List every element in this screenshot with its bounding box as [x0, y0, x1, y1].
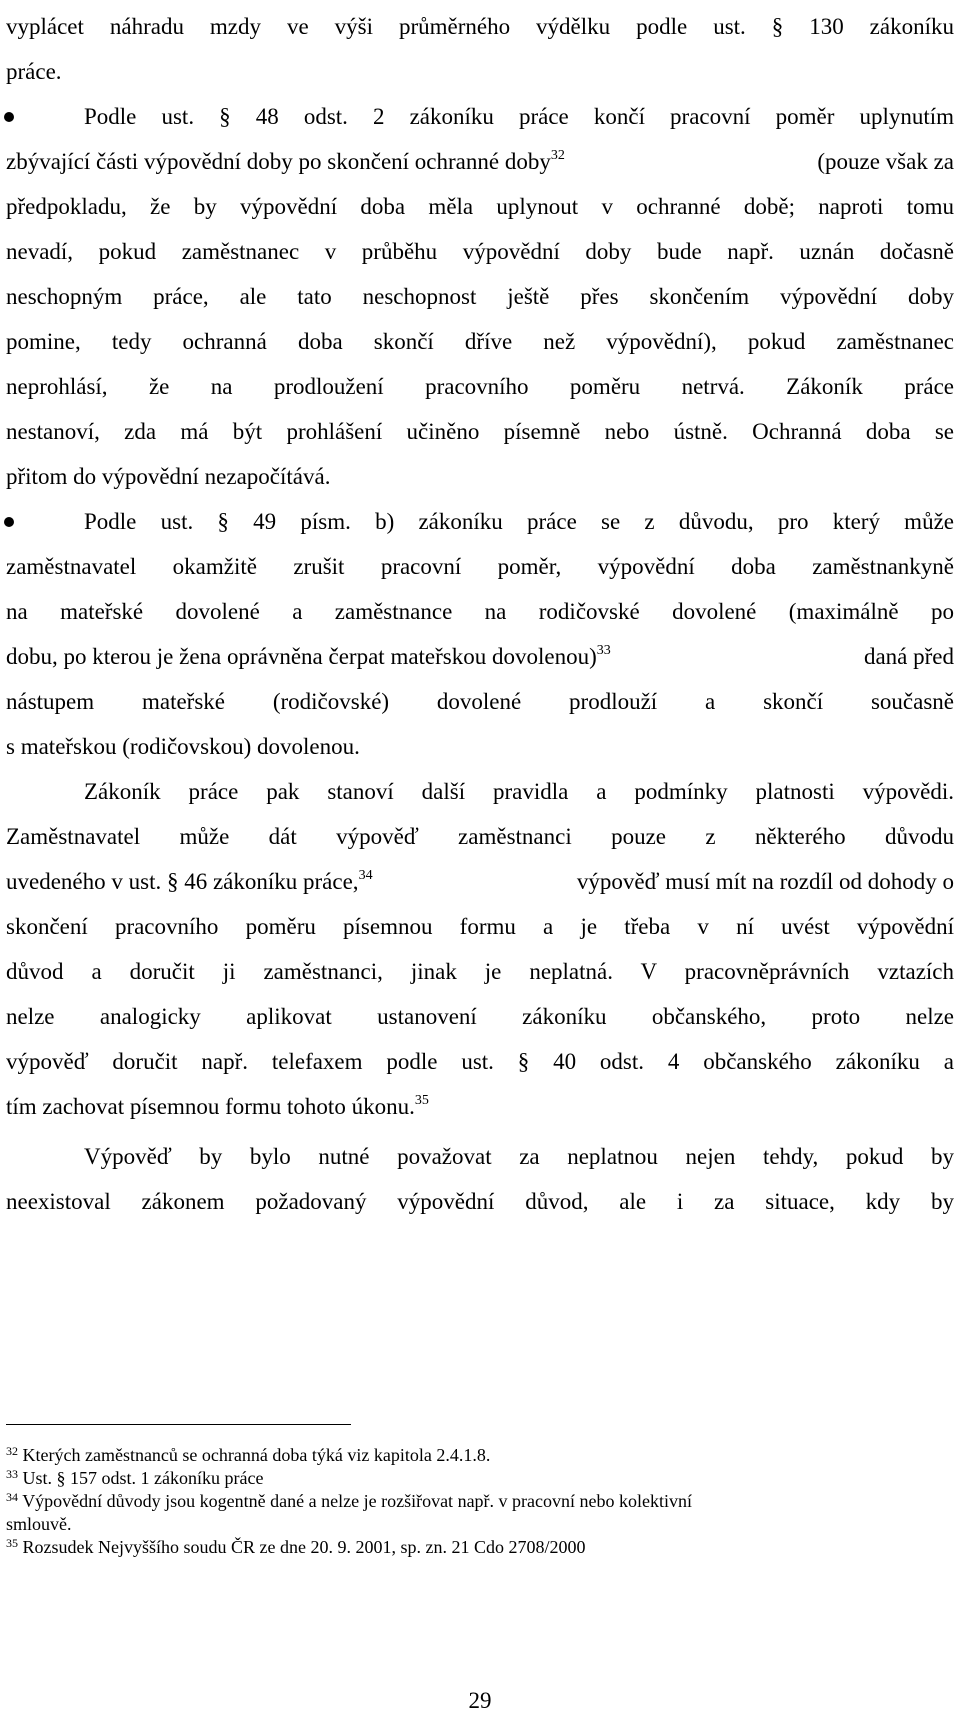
text-line — [6, 147, 954, 181]
text-line: Zákoník práce pak stanoví další pravidla a podmínky platnosti výpovědi. — [84, 779, 954, 804]
page-number: 29 — [468, 1688, 492, 1713]
footnote-number: 32 — [6, 1444, 18, 1458]
text-line: pomine, tedy ochranná doba skončí dříve než výpovědní), pokud zaměstnanec — [6, 329, 954, 354]
text-fragment: tím zachovat písemnou formu tohoto úkonu. — [6, 1094, 415, 1119]
footnote — [6, 1467, 954, 1491]
text-line: nelze analogicky aplikovat ustanovení zákoníku občanského, proto nelze — [6, 1004, 954, 1029]
text-line — [6, 867, 954, 901]
footnote-text: Kterých zaměstnanců se ochranná doba týká viz kapitola 2.4.1.8. — [22, 1445, 491, 1465]
footnote-text: Výpovědní důvody jsou kogentně dané a nelze je rozšiřovat např. v pracovní nebo kolektivní — [22, 1491, 693, 1511]
text-line: nástupem mateřské (rodičovské) dovolené prodlouží a skončí současně — [6, 689, 954, 714]
footnote — [6, 1490, 954, 1514]
text-line: neexistoval zákonem požadovaný výpovědní důvod, ale i za situace, kdy by — [6, 1189, 954, 1214]
text-line: na mateřské dovolené a zaměstnance na rodičovské dovolené (maximálně po — [6, 599, 954, 624]
text-line: neprohlásí, že na prodloužení pracovního poměru netrvá. Zákoník práce — [6, 374, 954, 399]
footnote — [6, 1536, 954, 1560]
text-line: nestanoví, zda má být prohlášení učiněno písemně nebo ústně. Ochranná doba se — [6, 419, 954, 444]
text-line: přitom do výpovědní nezapočítává. — [6, 464, 331, 489]
footnote-ref: 33 — [596, 643, 611, 658]
footnote-text: Ust. § 157 odst. 1 zákoníku práce — [22, 1468, 264, 1488]
text-line: Podle ust. § 49 písm. b) zákoníku práce se z důvodu, pro který může — [84, 509, 954, 534]
bullet-icon — [4, 112, 14, 122]
footnote-text: smlouvě. — [6, 1514, 72, 1534]
text-fragment: dobu, po kterou je žena oprávněna čerpat mateřskou dovolenou) — [6, 644, 597, 669]
footnote-text: Rozsudek Nejvyššího soudu ČR ze dne 20. 9. 2001, sp. zn. 21 Cdo 2708/2000 — [22, 1537, 586, 1557]
footnote-ref: 32 — [550, 148, 565, 163]
footnote-number: 35 — [6, 1536, 18, 1550]
bullet-icon — [4, 517, 14, 527]
footnote-continuation — [6, 1513, 954, 1535]
text-line: vyplácet náhradu mzdy ve výši průměrného výdělku podle ust. § 130 zákoníku — [6, 14, 954, 39]
footnote-number: 34 — [6, 1490, 18, 1504]
text-fragment: zbývající části výpovědní doby po skončení ochranné doby — [6, 149, 551, 174]
text-fragment: uvedeného v ust. § 46 zákoníku práce, — [6, 869, 359, 894]
text-fragment: výpověď musí mít na rozdíl od dohody o — [576, 869, 954, 894]
text-line: nevadí, pokud zaměstnanec v průběhu výpovědní doby bude např. uznán dočasně — [6, 239, 954, 264]
text-line: Podle ust. § 48 odst. 2 zákoníku práce končí pracovní poměr uplynutím — [84, 104, 954, 129]
text-line: Výpověď by bylo nutné považovat za neplatnou nejen tehdy, pokud by — [84, 1144, 954, 1169]
text-line: předpokladu, že by výpovědní doba měla uplynout v ochranné době; naproti tomu — [6, 194, 954, 219]
text-line: práce. — [6, 59, 62, 84]
footnote — [6, 1444, 954, 1468]
text-fragment: (pouze však za — [817, 149, 954, 174]
text-line: zaměstnavatel okamžitě zrušit pracovní poměr, výpovědní doba zaměstnankyně — [6, 554, 954, 579]
footnote-ref: 35 — [414, 1093, 429, 1108]
text-line — [6, 1092, 954, 1126]
text-line: důvod a doručit ji zaměstnanci, jinak je neplatná. V pracovněprávních vztazích — [6, 959, 954, 984]
text-fragment: daná před — [863, 644, 954, 669]
text-line: s mateřskou (rodičovskou) dovolenou. — [6, 734, 360, 759]
text-line: Zaměstnavatel může dát výpověď zaměstnanci pouze z některého důvodu — [6, 824, 954, 849]
text-line — [6, 642, 954, 676]
footnote-divider — [6, 1424, 351, 1425]
text-line: výpověď doručit např. telefaxem podle ust. § 40 odst. 4 občanského zákoníku a — [6, 1049, 954, 1074]
text-line: neschopným práce, ale tato neschopnost ještě přes skončením výpovědní doby — [6, 284, 954, 309]
text-line: skončení pracovního poměru písemnou formu a je třeba v ní uvést výpovědní — [6, 914, 954, 939]
footnote-ref: 34 — [358, 868, 373, 883]
footnote-number: 33 — [6, 1467, 18, 1481]
